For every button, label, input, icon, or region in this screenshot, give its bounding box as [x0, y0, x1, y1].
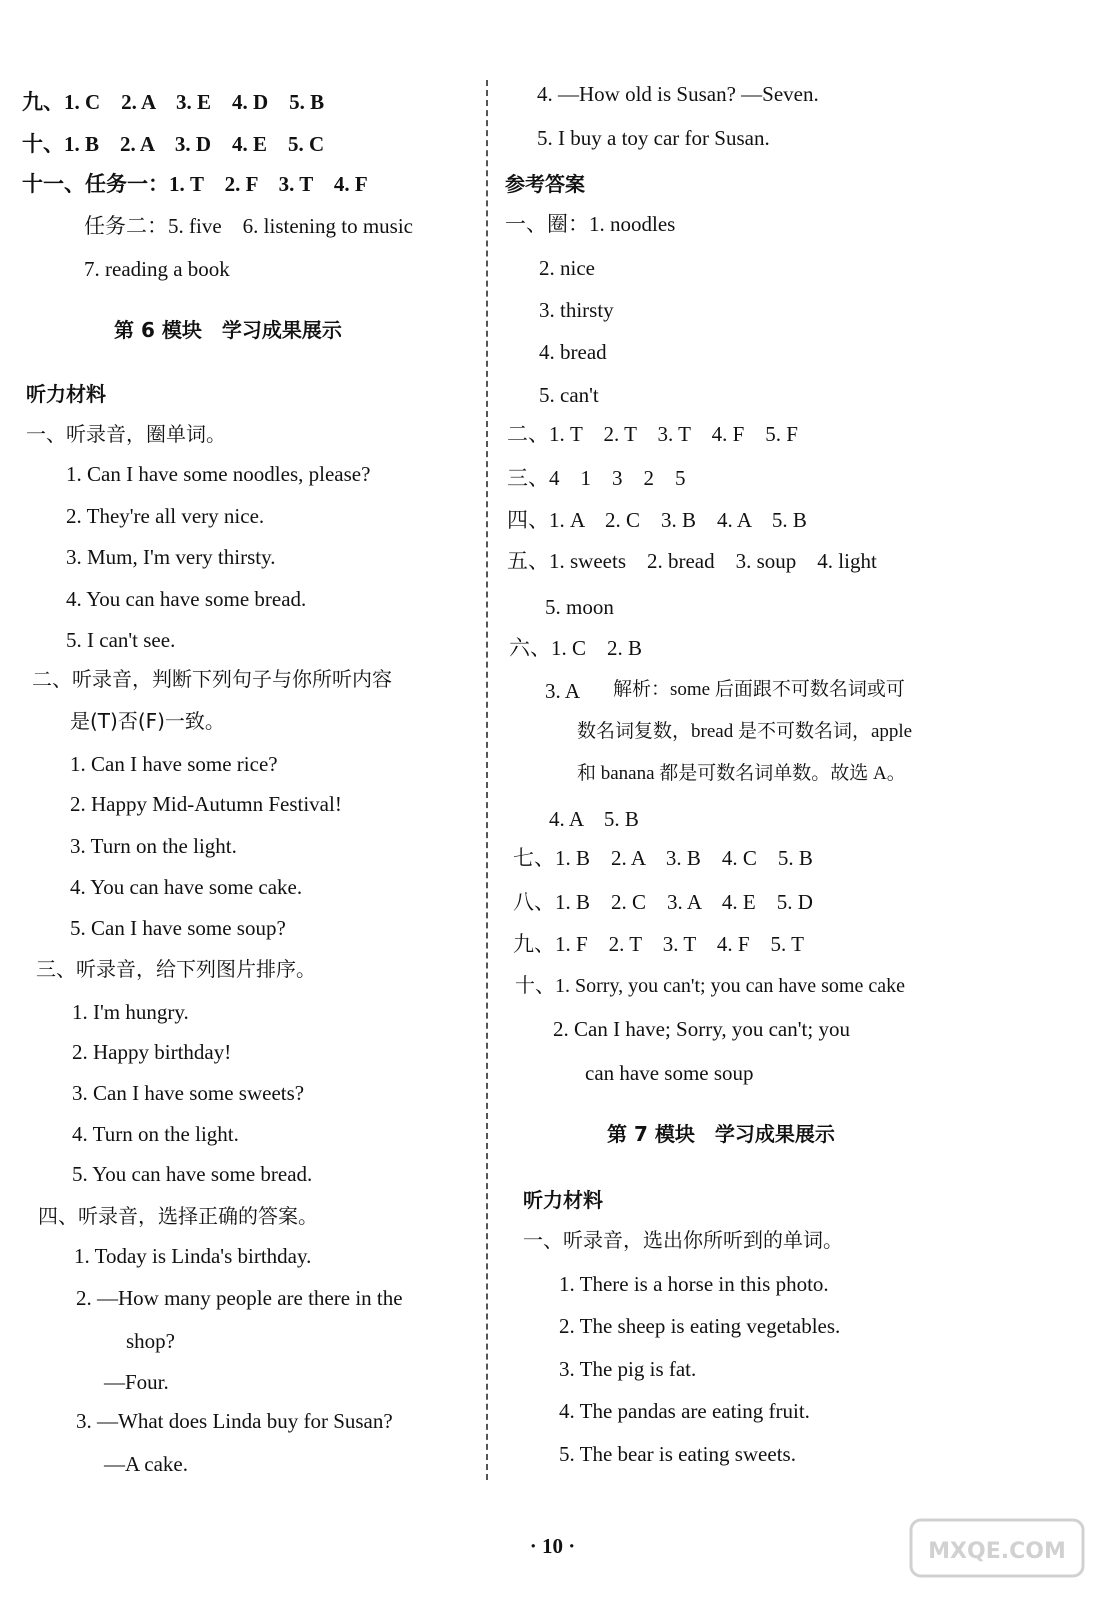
explanation-note: 解析：some 后面跟不可数名词或可	[613, 679, 905, 700]
list-item: 3. Turn on the light.	[70, 834, 237, 858]
part2-title-cont: 是(T)否(F)一致。	[70, 709, 225, 733]
answer-line-3: 三、4 1 3 2 5	[507, 466, 686, 490]
list-item: 1. There is a horse in this photo.	[559, 1272, 829, 1296]
answer-line-8: 八、1. B 2. C 3. A 4. E 5. D	[513, 890, 813, 914]
answer-line-9: 九、1. F 2. T 3. T 4. F 5. T	[513, 932, 804, 956]
answer-line-10: 十、1. Sorry, you can't; you can have some cake	[515, 975, 905, 997]
list-item: 4. You can have some cake.	[70, 875, 303, 899]
list-item: 4. You can have some bread.	[66, 587, 307, 611]
list-item: 5. I can't see.	[66, 628, 176, 652]
part1-title: 一、听录音，选出你所听到的单词。	[523, 1228, 843, 1252]
list-item: 1. Can I have some noodles, please?	[66, 462, 371, 486]
answer-line-1-item: 3. thirsty	[539, 298, 614, 322]
explanation-note-cont: 和 banana 都是可数名词单数。故选 A。	[577, 763, 906, 784]
answer-line-10: 十、1. B 2. A 3. D 4. E 5. C	[22, 132, 325, 156]
right-column	[505, 0, 1105, 1530]
list-item-cont: —Four.	[104, 1370, 169, 1394]
answer-line-5-cont: 5. moon	[545, 595, 614, 619]
answer-line-1: 一、圈：1. noodles	[505, 212, 676, 236]
list-item-cont: —A cake.	[104, 1452, 188, 1476]
list-item: 3. Mum, I'm very thirsty.	[66, 545, 276, 569]
answer-line-11-item7: 7. reading a book	[84, 257, 230, 281]
part4-title: 四、听录音，选择正确的答案。	[38, 1204, 318, 1228]
list-item: 5. You can have some bread.	[72, 1162, 313, 1186]
part1-title: 一、听录音，圈单词。	[26, 422, 226, 446]
answer-line-6: 六、1. C 2. B	[509, 636, 643, 660]
list-item: 3. —What does Linda buy for Susan?	[76, 1409, 393, 1433]
watermark-text: MXQE.COM	[928, 1539, 1066, 1564]
list-item: 5. The bear is eating sweets.	[559, 1442, 796, 1466]
column-divider	[486, 80, 488, 1480]
answer-line-10-cont: can have some soup	[585, 1061, 754, 1085]
answer-line-4: 四、1. A 2. C 3. B 4. A 5. B	[507, 508, 807, 532]
watermark-logo	[907, 1516, 1087, 1580]
part2-title: 二、听录音，判断下列句子与你所听内容	[32, 667, 392, 691]
answer-line-2: 二、1. T 2. T 3. T 4. F 5. F	[507, 422, 798, 446]
answer-line-1-item: 4. bread	[539, 340, 607, 364]
list-item-cont: shop?	[126, 1329, 175, 1353]
part3-title: 三、听录音，给下列图片排序。	[36, 957, 316, 981]
list-item: 3. Can I have some sweets?	[72, 1081, 305, 1105]
list-item: 1. Can I have some rice?	[70, 752, 278, 776]
answer-line-9: 九、1. C 2. A 3. E 4. D 5. B	[22, 90, 325, 114]
list-item: 4. Turn on the light.	[72, 1122, 239, 1146]
answer-line-10-item2: 2. Can I have; Sorry, you can't; you	[553, 1017, 850, 1041]
list-item: 2. They're all very nice.	[66, 504, 265, 528]
answer-line-11: 十一、任务一：1. T 2. F 3. T 4. F	[22, 172, 368, 196]
list-item: 2. Happy birthday!	[72, 1040, 232, 1064]
page-number: · 10 ·	[529, 1534, 576, 1558]
section-title-module-6: 第 6 模块 学习成果展示	[114, 318, 342, 342]
answer-line-1-item: 2. nice	[539, 256, 595, 280]
answers-heading: 参考答案	[505, 172, 585, 196]
answer-line-11-task2: 任务二：5. five 6. listening to music	[84, 214, 413, 238]
list-item: 2. Happy Mid-Autumn Festival!	[70, 792, 342, 816]
explanation-note-cont: 数名词复数，bread 是不可数名词，apple	[577, 721, 913, 742]
list-item: 5. Can I have some soup?	[70, 916, 286, 940]
section-title-module-7: 第 7 模块 学习成果展示	[607, 1122, 835, 1146]
list-item: 3. The pig is fat.	[559, 1357, 697, 1381]
answer-line-1-item: 5. can't	[539, 383, 599, 407]
left-column	[0, 0, 480, 1530]
answer-line-7: 七、1. B 2. A 3. B 4. C 5. B	[513, 846, 813, 870]
answer-line-6-cont: 4. A 5. B	[549, 807, 639, 831]
list-item: 5. I buy a toy car for Susan.	[537, 126, 770, 150]
list-item: 2. The sheep is eating vegetables.	[559, 1314, 841, 1338]
list-item: 4. —How old is Susan? —Seven.	[537, 82, 819, 106]
list-item: 1. I'm hungry.	[72, 1000, 189, 1024]
listening-heading: 听力材料	[26, 382, 106, 406]
list-item: 2. —How many people are there in the	[76, 1286, 403, 1310]
answer-line-5: 五、1. sweets 2. bread 3. soup 4. light	[507, 549, 877, 573]
list-item: 4. The pandas are eating fruit.	[559, 1399, 810, 1423]
answer-line-6-item3: 3. A	[545, 679, 581, 703]
listening-heading: 听力材料	[523, 1188, 603, 1212]
list-item: 1. Today is Linda's birthday.	[74, 1244, 312, 1268]
